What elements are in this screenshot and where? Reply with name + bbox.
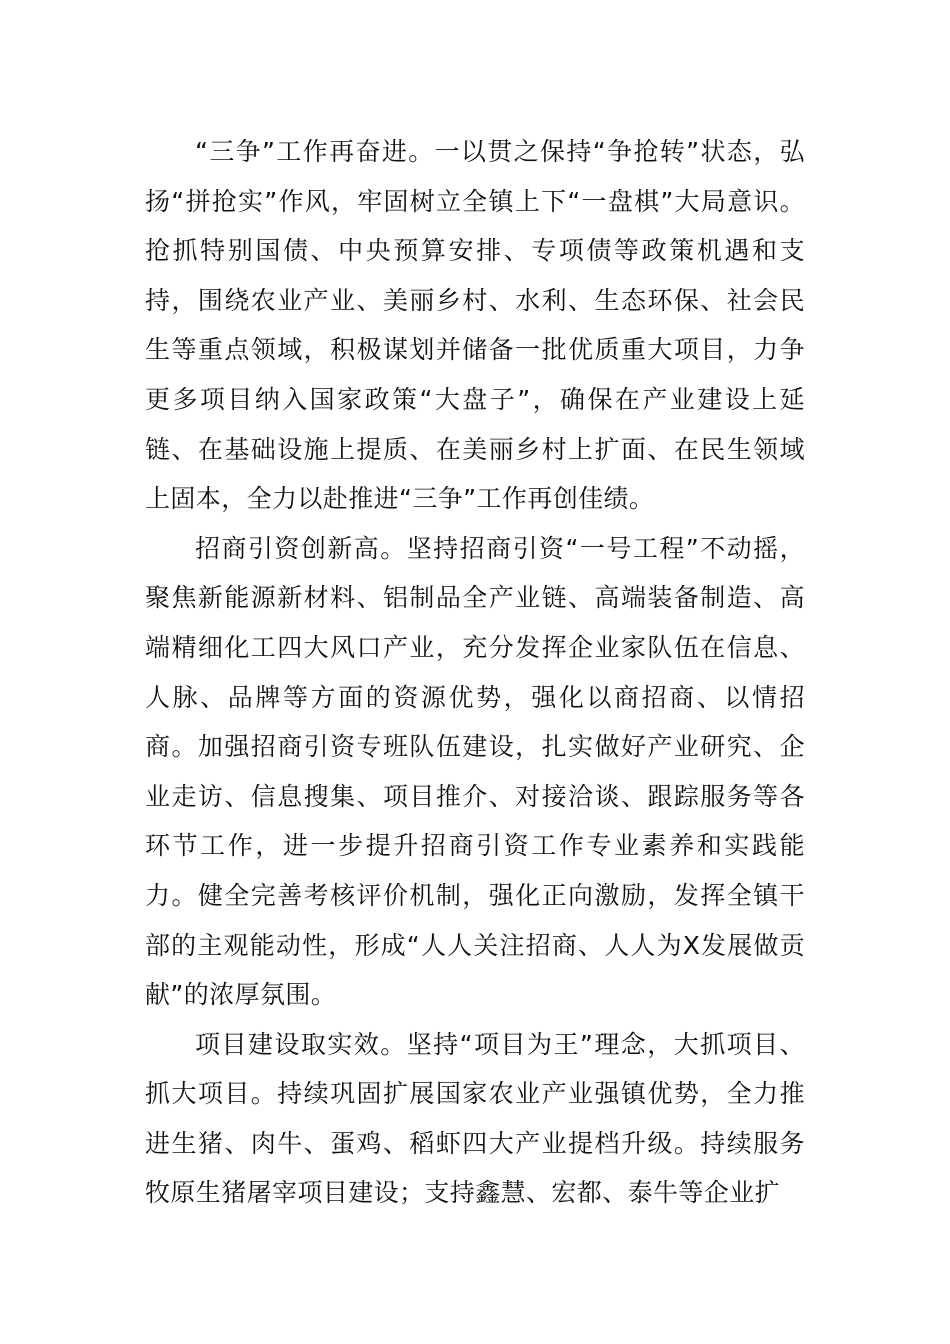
paragraph-san-zheng: “三争”工作再奋进。一以贯之保持“争抢转”状态，弘扬“拼抢实”作风，牢固树立全镇上下“一盘棋”大局意识。抢抓特别国债、中央预算安排、专项债等政策机遇和支持，围绕农业产业、美丽乡村、水利、生态环保、社会民生等重点领域，积极谋划并储备一批优质重大项目，力争更多项目纳入国家政策“大盘子”，确保在产业建设上延链、在基础设施上提质、在美丽乡村上扩面、在民生领域上固本，全力以赴推进“三争”工作再创佳绩。: [145, 137, 805, 514]
paragraph-projects: 项目建设取实效。坚持“项目为王”理念，大抓项目、抓大项目。持续巩固扩展国家农业产业强镇优势，全力推进生猪、肉牛、蛋鸡、稻虾四大产业提档升级。持续服务牧原生猪屠宰项目建设；支持鑫慧、宏都、泰牛等企业扩: [145, 1029, 805, 1208]
paragraph-investment: 招商引资创新高。坚持招商引资“一号工程”不动摇，聚焦新能源新材料、铝制品全产业链、高端装备制造、高端精细化工四大风口产业，充分发挥企业家队伍在信息、人脉、品牌等方面的资源优势，强化以商招商、以情招商。加强招商引资专班队伍建设，扎实做好产业研究、企业走访、信息搜集、项目推介、对接洽谈、跟踪服务等各环节工作，进一步提升招商引资工作专业素养和实践能力。健全完善考核评价机制，强化正向激励，发挥全镇干部的主观能动性，形成“人人关注招商、人人为X发展做贡献”的浓厚氛围。: [145, 533, 805, 1010]
document-body: [145, 127, 805, 1218]
